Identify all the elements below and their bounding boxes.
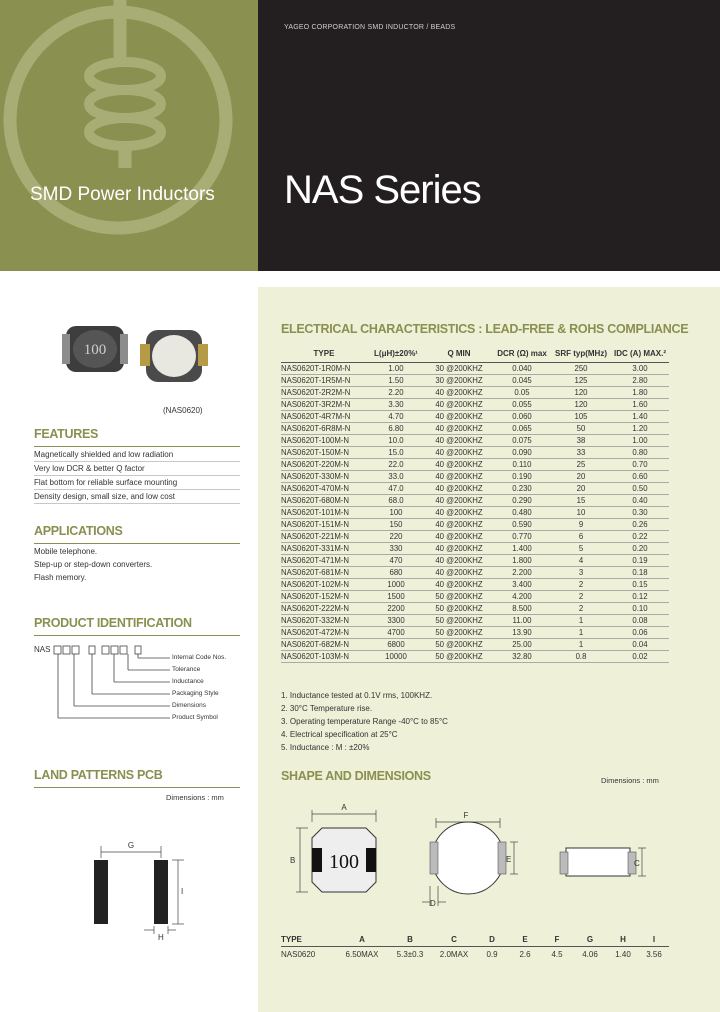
table-row — [281, 602, 669, 614]
table-row — [281, 506, 669, 518]
table-cell: 105 — [551, 410, 611, 422]
table-row — [281, 650, 669, 662]
table-row — [281, 434, 669, 446]
table-cell: 0.08 — [611, 614, 669, 626]
table-cell: 40 @200KHZ — [425, 578, 493, 590]
list-item: Flash memory. — [34, 573, 87, 582]
note: 5. Inductance : M : ±20% — [281, 743, 370, 752]
table-cell: 0.40 — [611, 494, 669, 506]
table-cell: 1.800 — [493, 554, 551, 566]
dim-col: E — [509, 933, 541, 946]
pid-label-product-symbol: Product Symbol — [172, 714, 218, 721]
header-right-panel — [258, 0, 720, 271]
table-cell: 0.22 — [611, 530, 669, 542]
pid-label-packaging: Packaging Style — [172, 690, 219, 697]
table-cell: NAS0620T-682M-N — [281, 638, 367, 650]
table-cell: 150 — [367, 518, 425, 530]
table-cell: 2.80 — [611, 374, 669, 386]
dim-cell: 3.56 — [646, 949, 662, 959]
features-title: FEATURES — [34, 427, 99, 441]
table-cell: NAS0620T-681M-N — [281, 566, 367, 578]
table-cell: 0.045 — [493, 374, 551, 386]
table-cell: NAS0620T-1R0M-N — [281, 362, 367, 374]
table-row — [281, 470, 669, 482]
table-cell: 40 @200KHZ — [425, 458, 493, 470]
table-row — [281, 494, 669, 506]
shape-title: SHAPE AND DIMENSIONS — [281, 769, 431, 783]
table-cell: NAS0620T-331M-N — [281, 542, 367, 554]
land-patterns-rule — [34, 787, 240, 788]
dim-col: TYPE — [281, 933, 337, 946]
dim-cell: 5.3±0.3 — [396, 949, 424, 959]
table-cell: 0.10 — [611, 602, 669, 614]
table-cell: 0.20 — [611, 542, 669, 554]
table-cell: 4700 — [367, 626, 425, 638]
dim-col: A — [337, 933, 387, 946]
table-cell: 680 — [367, 566, 425, 578]
col-dcr: DCR (Ω) max — [493, 346, 551, 362]
part-number-diagram — [52, 644, 172, 734]
col-q-min: Q MIN — [425, 346, 493, 362]
col-idc: IDC (A) MAX.² — [611, 346, 669, 362]
table-row — [281, 626, 669, 638]
table-row — [281, 422, 669, 434]
table-row — [281, 374, 669, 386]
label-a: A — [341, 803, 347, 812]
col-type: TYPE — [281, 346, 367, 362]
table-cell: 0.70 — [611, 458, 669, 470]
table-cell: 4.70 — [367, 410, 425, 422]
table-row — [281, 386, 669, 398]
table-cell: 0.040 — [493, 362, 551, 374]
table-cell: 30 @200KHZ — [425, 362, 493, 374]
table-cell: 8.500 — [493, 602, 551, 614]
applications-title: APPLICATIONS — [34, 524, 123, 538]
table-row — [281, 410, 669, 422]
table-cell: 220 — [367, 530, 425, 542]
table-cell: 0.065 — [493, 422, 551, 434]
dim-cell: NAS0620 — [281, 949, 316, 959]
table-cell: 1.80 — [611, 386, 669, 398]
table-cell: 2 — [551, 578, 611, 590]
table-cell: 0.770 — [493, 530, 551, 542]
dim-col: H — [607, 933, 639, 946]
series-title: NAS Series — [284, 168, 481, 212]
applications-rule — [34, 543, 240, 544]
coil-logo-icon — [0, 0, 258, 271]
table-row — [281, 946, 669, 962]
table-cell: 2 — [551, 590, 611, 602]
table-cell: NAS0620T-470M-N — [281, 482, 367, 494]
table-cell: 68.0 — [367, 494, 425, 506]
inductor-photo-back — [140, 326, 208, 386]
table-row — [281, 362, 669, 374]
dim-col: D — [475, 933, 509, 946]
part-prefix: NAS — [34, 645, 51, 654]
table-cell: 0.230 — [493, 482, 551, 494]
table-cell: 0.15 — [611, 578, 669, 590]
table-cell: 15 — [551, 494, 611, 506]
drawing-marking: 100 — [329, 851, 359, 873]
dim-cell: 2.6 — [519, 949, 531, 959]
table-cell: 0.05 — [493, 386, 551, 398]
table-cell: 0.055 — [493, 398, 551, 410]
label-e: E — [506, 855, 512, 864]
table-cell: NAS0620T-471M-N — [281, 554, 367, 566]
table-cell: 0.060 — [493, 410, 551, 422]
product-id-rule — [34, 635, 240, 636]
table-cell: 0.110 — [493, 458, 551, 470]
note: 2. 30°C Temperature rise. — [281, 704, 373, 713]
table-cell: 6.80 — [367, 422, 425, 434]
table-cell: NAS0620T-100M-N — [281, 434, 367, 446]
shape-units: Dimensions : mm — [601, 776, 659, 785]
table-cell: 4 — [551, 554, 611, 566]
table-cell: 120 — [551, 386, 611, 398]
table-row — [281, 638, 669, 650]
table-row — [281, 566, 669, 578]
table-cell: 125 — [551, 374, 611, 386]
table-cell: 0.190 — [493, 470, 551, 482]
table-cell: 4.200 — [493, 590, 551, 602]
table-cell: 2.200 — [493, 566, 551, 578]
product-line-title: SMD Power Inductors — [30, 184, 215, 205]
table-cell: 0.480 — [493, 506, 551, 518]
list-item: Step-up or step-down converters. — [34, 560, 153, 569]
list-item: Flat bottom for reliable surface mounting — [34, 476, 240, 490]
table-cell: 40 @200KHZ — [425, 470, 493, 482]
table-cell: NAS0620T-332M-N — [281, 614, 367, 626]
table-cell: 33.0 — [367, 470, 425, 482]
table-cell: 50 @200KHZ — [425, 638, 493, 650]
table-cell: 0.80 — [611, 446, 669, 458]
note: 3. Operating temperature Range -40°C to 85°C — [281, 717, 448, 726]
pid-label-tolerance: Tolerance — [172, 666, 201, 673]
table-cell: 1.00 — [611, 434, 669, 446]
label-i: I — [181, 887, 184, 896]
table-row — [281, 482, 669, 494]
note: 4. Electrical specification at 25°C — [281, 730, 398, 739]
header-left-panel — [0, 0, 258, 271]
table-cell: 40 @200KHZ — [425, 398, 493, 410]
table-cell: 20 — [551, 470, 611, 482]
side-view-drawing — [558, 838, 658, 888]
table-cell: 40 @200KHZ — [425, 542, 493, 554]
table-cell: 470 — [367, 554, 425, 566]
table-cell: 1000 — [367, 578, 425, 590]
table-cell: 0.06 — [611, 626, 669, 638]
photo-marking: 100 — [83, 342, 107, 358]
table-cell: 2200 — [367, 602, 425, 614]
table-cell: 50 — [551, 422, 611, 434]
table-cell: NAS0620T-222M-N — [281, 602, 367, 614]
table-cell: NAS0620T-1R5M-N — [281, 374, 367, 386]
table-cell: 40 @200KHZ — [425, 494, 493, 506]
table-cell: 1 — [551, 638, 611, 650]
table-cell: 120 — [551, 398, 611, 410]
table-cell: NAS0620T-330M-N — [281, 470, 367, 482]
table-cell: 0.02 — [611, 650, 669, 662]
table-cell: 10.0 — [367, 434, 425, 446]
table-cell: 0.8 — [551, 650, 611, 662]
inductor-photo-front — [60, 318, 130, 380]
label-f: F — [463, 811, 469, 820]
table-cell: 40 @200KHZ — [425, 518, 493, 530]
table-cell: 11.00 — [493, 614, 551, 626]
table-cell: 0.26 — [611, 518, 669, 530]
table-cell: 0.30 — [611, 506, 669, 518]
table-cell: 6800 — [367, 638, 425, 650]
dim-col: I — [639, 933, 669, 946]
table-cell: 50 @200KHZ — [425, 590, 493, 602]
table-cell: 0.12 — [611, 590, 669, 602]
col-srf: SRF typ(MHz) — [551, 346, 611, 362]
dim-cell: 4.06 — [582, 949, 598, 959]
electrical-title: ELECTRICAL CHARACTERISTICS : LEAD-FREE & ROHS COMPLIANCE — [281, 322, 689, 336]
table-cell: 40 @200KHZ — [425, 506, 493, 518]
divider-stripe — [0, 271, 720, 287]
table-row — [281, 614, 669, 626]
table-cell: 10000 — [367, 650, 425, 662]
table-cell: 0.18 — [611, 566, 669, 578]
dim-col: G — [573, 933, 607, 946]
land-pattern-drawing — [80, 836, 200, 946]
dim-cell: 4.5 — [551, 949, 563, 959]
table-cell: 0.19 — [611, 554, 669, 566]
label-d: D — [430, 899, 436, 908]
product-id-title: PRODUCT IDENTIFICATION — [34, 616, 192, 630]
table-header-row — [281, 346, 669, 362]
table-cell: 0.60 — [611, 470, 669, 482]
photo-caption: (NAS0620) — [163, 406, 203, 415]
col-inductance: L(μH)±20%¹ — [367, 346, 425, 362]
table-cell: 25 — [551, 458, 611, 470]
table-cell: 1500 — [367, 590, 425, 602]
table-cell: NAS0620T-3R2M-N — [281, 398, 367, 410]
electrical-table — [281, 346, 669, 663]
table-row — [281, 554, 669, 566]
dim-cell: 6.50MAX — [345, 949, 379, 959]
table-cell: NAS0620T-680M-N — [281, 494, 367, 506]
table-cell: 1.400 — [493, 542, 551, 554]
dim-col: B — [387, 933, 433, 946]
table-cell: 40 @200KHZ — [425, 554, 493, 566]
list-item: Magnetically shielded and low radiation — [34, 448, 240, 462]
table-cell: 1.60 — [611, 398, 669, 410]
table-cell: 47.0 — [367, 482, 425, 494]
table-cell: NAS0620T-221M-N — [281, 530, 367, 542]
table-cell: 25.00 — [493, 638, 551, 650]
features-list — [34, 448, 240, 504]
table-cell: 50 @200KHZ — [425, 650, 493, 662]
table-cell: 3.30 — [367, 398, 425, 410]
pid-label-inductance: Inductance — [172, 678, 204, 685]
table-cell: 1.00 — [367, 362, 425, 374]
table-cell: NAS0620T-101M-N — [281, 506, 367, 518]
table-cell: NAS0620T-4R7M-N — [281, 410, 367, 422]
table-cell: 2 — [551, 602, 611, 614]
table-cell: 15.0 — [367, 446, 425, 458]
table-cell: 1 — [551, 614, 611, 626]
table-cell: 3300 — [367, 614, 425, 626]
table-cell: 40 @200KHZ — [425, 386, 493, 398]
table-cell: NAS0620T-220M-N — [281, 458, 367, 470]
list-item: Mobile telephone. — [34, 547, 98, 556]
dim-col: F — [541, 933, 573, 946]
table-cell: 0.075 — [493, 434, 551, 446]
table-cell: NAS0620T-472M-N — [281, 626, 367, 638]
table-cell: 40 @200KHZ — [425, 530, 493, 542]
pid-label-dimensions: Dimensions — [172, 702, 206, 709]
land-patterns-title: LAND PATTERNS PCB — [34, 768, 163, 782]
dim-cell: 0.9 — [486, 949, 498, 959]
label-b: B — [290, 856, 296, 865]
dim-cell: 1.40 — [615, 949, 631, 959]
table-cell: NAS0620T-6R8M-N — [281, 422, 367, 434]
table-cell: 50 @200KHZ — [425, 626, 493, 638]
table-cell: 3.00 — [611, 362, 669, 374]
table-cell: 3 — [551, 566, 611, 578]
table-row — [281, 590, 669, 602]
table-row — [281, 542, 669, 554]
table-cell: 40 @200KHZ — [425, 434, 493, 446]
table-cell: NAS0620T-103M-N — [281, 650, 367, 662]
table-cell: 9 — [551, 518, 611, 530]
table-cell: 2.20 — [367, 386, 425, 398]
table-cell: 32.80 — [493, 650, 551, 662]
table-cell: 0.590 — [493, 518, 551, 530]
table-cell: 0.290 — [493, 494, 551, 506]
table-cell: 1 — [551, 626, 611, 638]
table-row — [281, 578, 669, 590]
table-cell: 330 — [367, 542, 425, 554]
table-cell: NAS0620T-152M-N — [281, 590, 367, 602]
table-cell: NAS0620T-151M-N — [281, 518, 367, 530]
table-cell: 0.04 — [611, 638, 669, 650]
land-units: Dimensions : mm — [166, 793, 224, 802]
table-cell: NAS0620T-150M-N — [281, 446, 367, 458]
features-rule — [34, 446, 240, 447]
company-line: YAGEO CORPORATION SMD INDUCTOR / BEADS — [284, 24, 456, 31]
bottom-view-drawing — [420, 806, 530, 916]
table-row — [281, 446, 669, 458]
table-cell: 1.50 — [367, 374, 425, 386]
table-cell: 30 @200KHZ — [425, 374, 493, 386]
top-view-drawing — [288, 800, 388, 900]
table-cell: 50 @200KHZ — [425, 602, 493, 614]
table-cell: 40 @200KHZ — [425, 422, 493, 434]
table-row — [281, 458, 669, 470]
table-cell: 22.0 — [367, 458, 425, 470]
table-cell: 3.400 — [493, 578, 551, 590]
table-cell: NAS0620T-2R2M-N — [281, 386, 367, 398]
table-cell: 33 — [551, 446, 611, 458]
table-row — [281, 530, 669, 542]
table-row — [281, 518, 669, 530]
table-cell: 40 @200KHZ — [425, 446, 493, 458]
label-h: H — [158, 933, 164, 942]
label-g: G — [127, 841, 135, 850]
table-cell: NAS0620T-102M-N — [281, 578, 367, 590]
table-cell: 38 — [551, 434, 611, 446]
list-item: Density design, small size, and low cost — [34, 490, 240, 504]
electrical-notes — [281, 689, 448, 754]
applications-list — [34, 545, 240, 584]
table-cell: 100 — [367, 506, 425, 518]
table-cell: 40 @200KHZ — [425, 410, 493, 422]
table-cell: 40 @200KHZ — [425, 566, 493, 578]
table-row — [281, 398, 669, 410]
table-cell: 1.20 — [611, 422, 669, 434]
table-cell: 0.50 — [611, 482, 669, 494]
table-cell: 40 @200KHZ — [425, 482, 493, 494]
label-c: C — [634, 859, 640, 868]
table-cell: 6 — [551, 530, 611, 542]
table-cell: 250 — [551, 362, 611, 374]
list-item: Very low DCR & better Q factor — [34, 462, 240, 476]
table-cell: 0.090 — [493, 446, 551, 458]
table-cell: 5 — [551, 542, 611, 554]
note: 1. Inductance tested at 0.1V rms, 100KHZ. — [281, 691, 433, 700]
table-cell: 1.40 — [611, 410, 669, 422]
dim-cell: 2.0MAX — [439, 949, 469, 959]
table-cell: 50 @200KHZ — [425, 614, 493, 626]
table-header-row — [281, 933, 669, 946]
table-cell: 10 — [551, 506, 611, 518]
table-cell: 13.90 — [493, 626, 551, 638]
table-cell: 20 — [551, 482, 611, 494]
dimensions-table — [281, 933, 669, 962]
dim-col: C — [433, 933, 475, 946]
pid-label-internal-code: Internal Code Nos. — [172, 654, 227, 661]
